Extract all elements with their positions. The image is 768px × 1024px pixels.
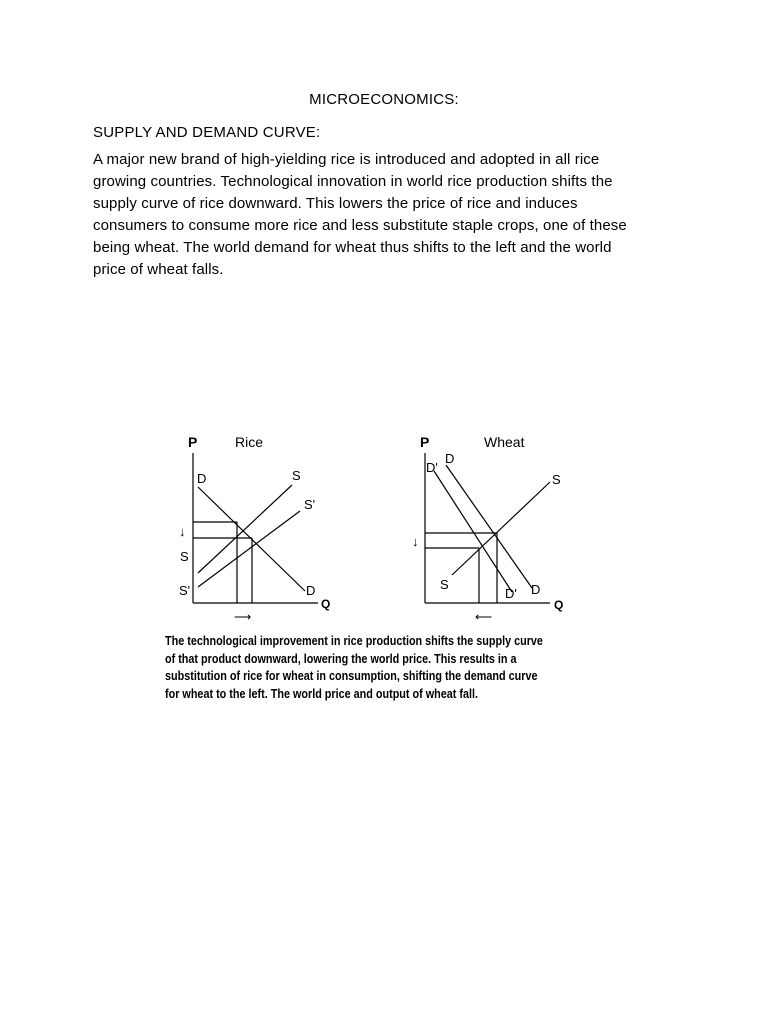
rice-graph-svg xyxy=(160,425,360,625)
rice-y-axis-label: P xyxy=(188,434,198,450)
section-heading: SUPPLY AND DEMAND CURVE: xyxy=(93,124,321,141)
body-paragraph xyxy=(93,149,693,281)
wheat-y-axis-label: P xyxy=(420,434,430,450)
wheat-demand-label-bottom: D xyxy=(531,582,541,597)
rice-supply-new-axis-label: S' xyxy=(179,583,191,598)
rice-supply-axis-label: S xyxy=(180,549,189,564)
page-title: MICROECONOMICS: xyxy=(309,91,459,108)
wheat-graph-svg xyxy=(392,425,592,625)
rice-quantity-right-arrow: ⟶ xyxy=(234,610,252,624)
wheat-demand-new-label-top: D' xyxy=(426,460,438,475)
rice-supply-curve xyxy=(198,485,292,573)
wheat-graph xyxy=(392,425,592,625)
rice-graph xyxy=(160,425,360,625)
caption-line: The technological improvement in rice production shifts the supply curve xyxy=(165,633,543,648)
wheat-quantity-left-arrow: ⟵ xyxy=(475,610,493,624)
rice-price-down-arrow: ↓ xyxy=(179,524,186,539)
rice-supply-label: S xyxy=(292,468,301,483)
wheat-price-down-arrow: ↓ xyxy=(412,534,419,549)
rice-title: Rice xyxy=(235,434,264,450)
caption-line: for wheat to the left. The world price and output of wheat fall. xyxy=(165,685,479,701)
paragraph-line: supply curve of rice downward. This lowers the price of rice and induces xyxy=(93,195,578,212)
paragraph-line: consumers to consume more rice and less substitute staple crops, one of these xyxy=(93,217,627,234)
caption-line: substitution of rice for wheat in consumption, shifting the demand curve xyxy=(165,668,538,683)
rice-demand-label-top: D xyxy=(197,471,207,486)
paragraph-line: being wheat. The world demand for wheat thus shifts to the left and the world xyxy=(93,239,612,256)
wheat-supply-label-top: S xyxy=(552,472,561,487)
rice-supply-new-label: S' xyxy=(304,497,316,512)
wheat-demand-new-label-bottom: D' xyxy=(505,586,517,601)
wheat-x-axis-label: Q xyxy=(554,598,564,612)
wheat-demand-shifted-curve xyxy=(434,471,512,592)
paragraph-line: price of wheat falls. xyxy=(93,261,224,278)
paragraph-line: A major new brand of high-yielding rice is introduced and adopted in all rice xyxy=(93,151,600,168)
rice-demand-label-bottom: D xyxy=(306,583,316,598)
wheat-supply-curve xyxy=(452,482,550,575)
caption-line: of that product downward, lowering the world price. This results in a xyxy=(165,650,517,666)
paragraph-line: growing countries. Technological innovation in world rice production shifts the xyxy=(93,173,613,190)
wheat-title: Wheat xyxy=(484,434,525,450)
wheat-demand-curve xyxy=(446,465,532,588)
figure-caption xyxy=(165,632,543,702)
rice-x-axis-label: Q xyxy=(321,597,331,611)
wheat-supply-label-bottom: S xyxy=(440,577,449,592)
wheat-demand-label-top: D xyxy=(445,451,455,466)
